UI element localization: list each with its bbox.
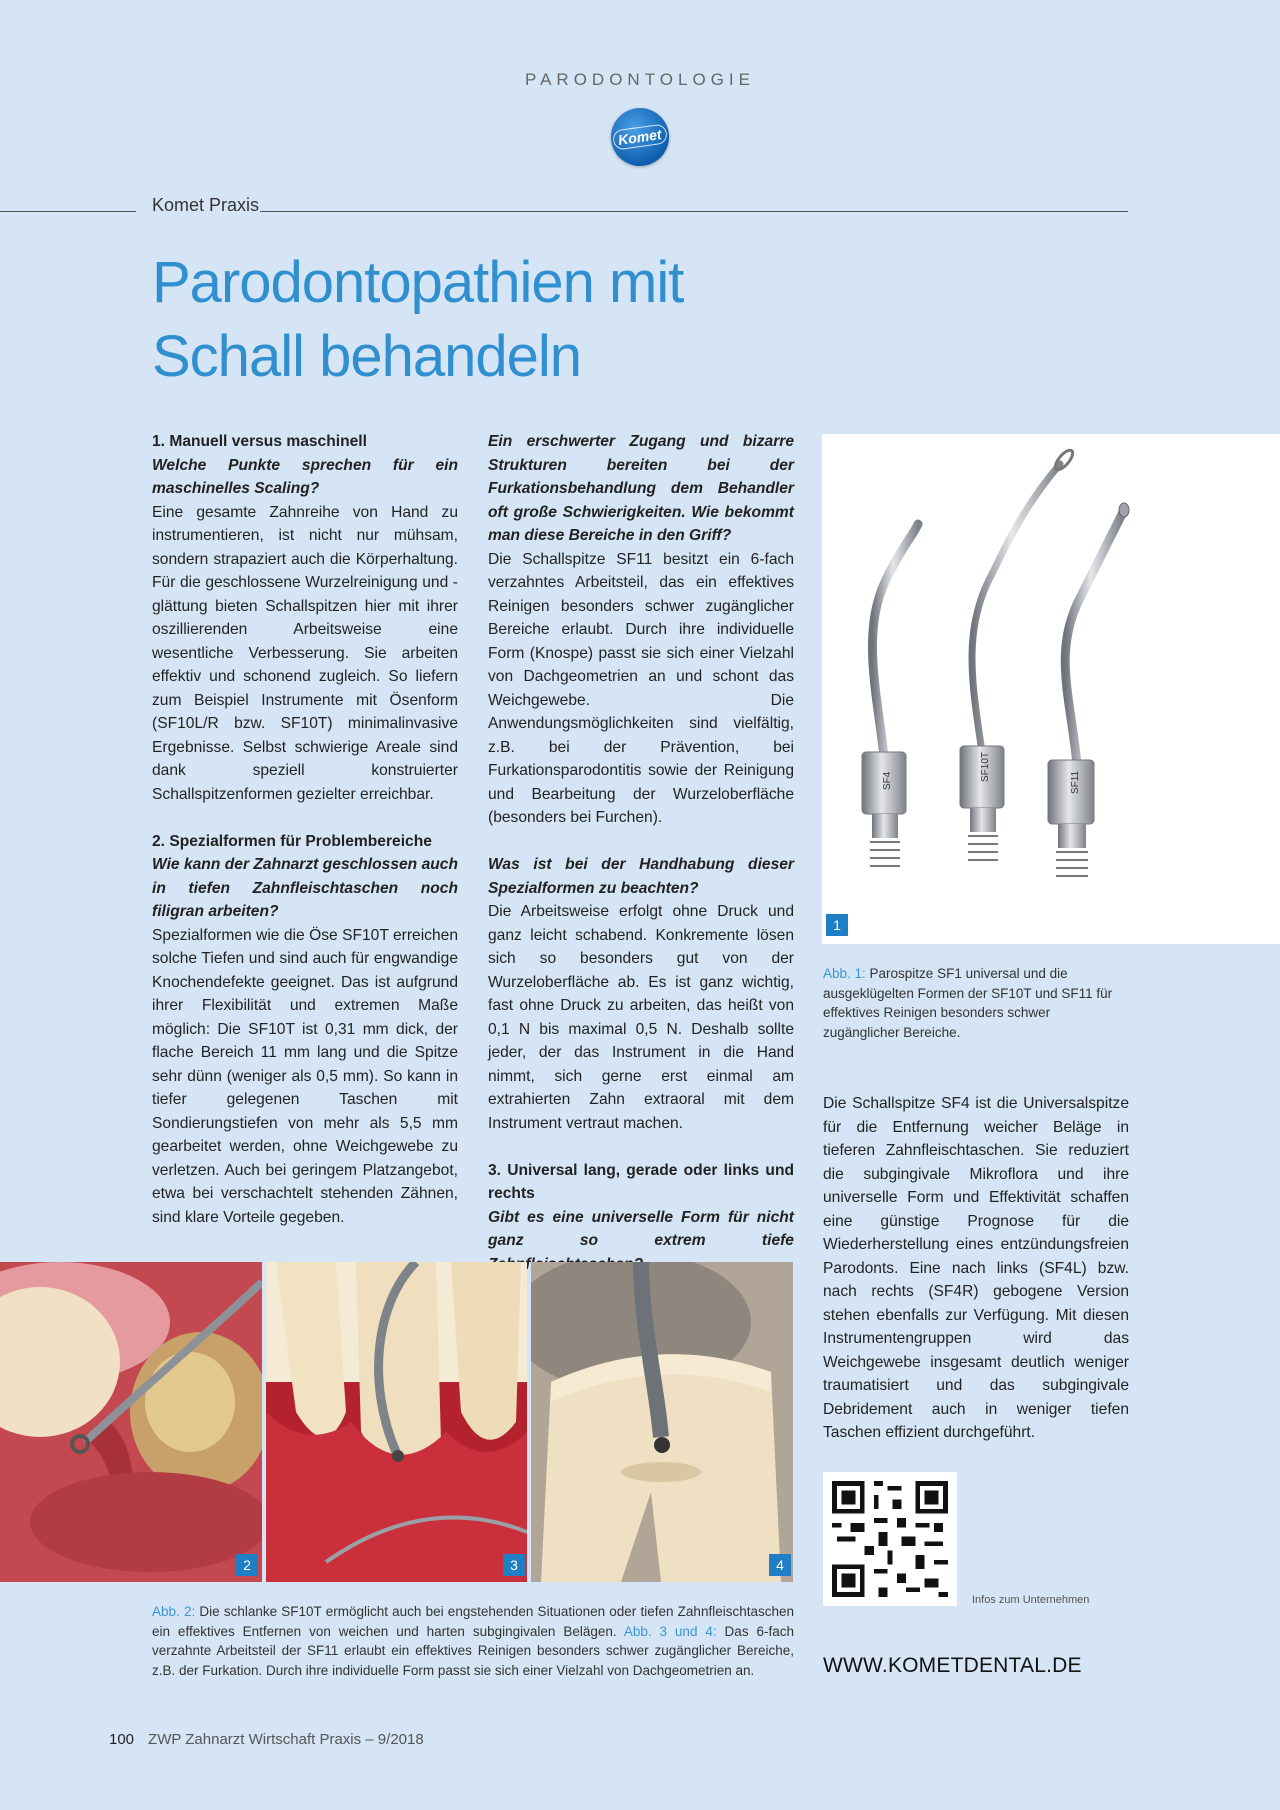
caption-label-3-4: Abb. 3 und 4: bbox=[623, 1623, 717, 1639]
answer-1: Eine gesamte Zahnreihe von Hand zu instrumentieren, ist nicht nur mühsam, sondern strapaziert auch die Körperhaltung. Für die geschlossene Wurzelreinigung und -glättung bieten Schallspitzen hier mit ihrer oszillierenden Arbeitsweise eine wesentliche Verbesserung. Sie arbeiten effektiv und schonend zugleich. So liefern zum Beispiel Instrumente mit Ösenform (SF10L/R bzw. SF10T) minimalinvasive Ergebnisse. Selbst schwierige Areale sind dank speziell konstruierter Schallspitzenformen gezielter erreichbar. bbox=[152, 503, 458, 803]
qr-code-icon bbox=[823, 1472, 957, 1606]
section-heading-1: 1. Manuell versus maschinell bbox=[152, 433, 367, 450]
answer-3: Die Schallspitze SF11 besitzt ein 6-fach verzahntes Arbeitsteil, das ein effektives Reinigen besonders schwer zugänglicher Bereiche erlaubt. Durch ihre individuelle Form (Knospe) passt sie sich einer Vielzahl von Dachgeometrien an und schont das Weichgewebe. Die Anwendungsmöglichkeiten sind vielfältig, z.B. bei der Prävention, bei Furkationsparodontitis sowie der Reinigung und Bearbeitung der Wurzeloberfläche (besonders bei Furchen). bbox=[488, 550, 794, 826]
figure-number-3: 3 bbox=[503, 1554, 525, 1576]
title-line-2: Schall behandeln bbox=[152, 324, 582, 389]
column-2 bbox=[488, 430, 794, 1276]
divider-left bbox=[0, 211, 136, 212]
question-5: Gibt es eine universelle Form für nicht ganz so extrem tiefe bbox=[488, 1208, 794, 1249]
komet-logo bbox=[611, 108, 669, 166]
photo-2-molar bbox=[0, 1262, 262, 1582]
title-line-1: Parodontopathien mit bbox=[152, 250, 684, 315]
figure-number-1: 1 bbox=[826, 914, 848, 936]
answer-5: Die Schallspitze SF4 ist die Universalspitze für die Entfernung weicher Beläge in tieferen Zahnfleischtaschen. Sie reduziert die subgingivale Mikroflora und ihre universelle Form und Effektivität schaffen eine günstige Prognose für die Wiederherstellung eines entzündungsfreien Parodonts. Eine nach links (SF4L) bzw. nach rechts (SF4R) gebogene Version stehen ebenfalls zur Verfügung. Mit diesen Instrumentengruppen wird das Weichgewebe insgesamt deutlich weniger traumatisiert und das subgingivale Debridement auch in weniger tiefen Taschen effizient durchgeführt. bbox=[823, 1095, 1129, 1441]
section-label: PARODONTOLOGIE bbox=[525, 70, 755, 89]
tip-label-sf4: SF4 bbox=[882, 771, 893, 790]
photo-3-incisors bbox=[266, 1262, 527, 1582]
photo-4-model bbox=[531, 1262, 793, 1582]
instrument-tips-illustration bbox=[822, 434, 1280, 944]
clinical-photo-4 bbox=[531, 1262, 793, 1582]
logo-text: Komet bbox=[612, 123, 668, 150]
column-3 bbox=[823, 1092, 1129, 1445]
caption-label-2: Abb. 2: bbox=[152, 1604, 196, 1619]
question-4: Was ist bei der Handhabung dieser Spezialformen zu beachten? bbox=[488, 856, 794, 897]
figure-1-instruments bbox=[822, 434, 1280, 944]
tip-label-sf10t: SF10T bbox=[980, 751, 991, 782]
figure-number-2: 2 bbox=[236, 1554, 258, 1576]
clinical-photo-2 bbox=[0, 1262, 262, 1582]
qr-caption: Infos zum Unternehmen bbox=[972, 1594, 1090, 1606]
tip-label-sf11: SF11 bbox=[1070, 770, 1081, 794]
question-2: Wie kann der Zahnarzt geschlossen auch in tiefen Zahnfleischtaschen noch filigran arbeiten? bbox=[152, 856, 458, 920]
company-url[interactable]: WWW.KOMETDENTAL.DE bbox=[823, 1654, 1082, 1677]
answer-4: Die Arbeitsweise erfolgt ohne Druck und ganz leicht schabend. Konkremente lösen sich so besonders gut von der Wurzeloberfläche ab. Es ist ganz wichtig, fast ohne Druck zu arbeiten, das heißt von 0,1 N bis maximal 0,5 N. Deshalb sollte jeder, der das Instrument in die Hand nimmt, sich gerne erst einmal am extrahierten Zahn extraoral mit dem Instrument vertraut machen. bbox=[488, 903, 794, 1132]
page-number: 100 bbox=[109, 1731, 135, 1748]
qr-code[interactable] bbox=[823, 1472, 957, 1606]
caption-figure-1 bbox=[823, 964, 1129, 1042]
caption-text-2: Die schlanke SF10T ermöglicht auch bei engstehenden Situationen oder tiefen Zahnfleischtaschen ein effektives Entfernen von weichen und harten subgingivalen Belägen. bbox=[152, 1604, 794, 1639]
kicker: Komet Praxis bbox=[152, 195, 260, 215]
divider-right bbox=[260, 211, 1128, 212]
caption-figures-2-4 bbox=[152, 1602, 794, 1680]
publication-name: ZWP Zahnarzt Wirtschaft Praxis – 9/2018 bbox=[148, 1731, 424, 1748]
page-footer bbox=[109, 1731, 424, 1748]
clinical-photo-3 bbox=[266, 1262, 527, 1582]
column-1 bbox=[152, 430, 458, 1229]
question-3: Ein erschwerter Zugang und bizarre Strukturen bereiten bei der Furkationsbehandlung dem Behandler oft große Schwierigkeiten. Wie bekommt man diese Bereiche in den Griff? bbox=[488, 433, 794, 544]
caption-text: Parospitze SF1 universal und die ausgeklügelten Formen der SF10T und SF11 für effektives Reinigen besonders schwer zugänglicher Bereiche. bbox=[823, 966, 1113, 1040]
answer-2: Spezialformen wie die Öse SF10T erreichen solche Tiefen und sind auch für engwandige Knochendefekte geeignet. Das ist aufgrund ihrer Flexibilität und extremen Maße möglich: Die SF10T ist 0,31 mm dick, der flache Bereich 11 mm lang und die Spitze sehr dünn (weniger als 0,5 mm). So kann in tiefer gelegenen Taschen mit Sondierungstiefen von mehr als 5,5 mm gearbeitet werden, ohne Weichgewebe zu verletzen. Auch bei geringem Platzangebot, etwa bei verschachtelt stehenden Zähnen, sind klare Vorteile gegeben. bbox=[152, 926, 458, 1226]
section-heading-2: 2. Spezialformen für Problembereiche bbox=[152, 832, 432, 850]
caption-label: Abb. 1: bbox=[823, 966, 866, 981]
question-1: Welche Punkte sprechen für ein maschinelles Scaling? bbox=[152, 456, 458, 497]
page-title bbox=[152, 246, 683, 394]
section-heading-3: 3. Universal lang, gerade oder links und rechts bbox=[488, 1161, 794, 1202]
figure-number-4: 4 bbox=[769, 1554, 791, 1576]
caption-text-3-4: Das 6-fach verzahnte Arbeitsteil der SF11 erlaubt ein effektives Reinigen besonders schwer zugänglicher Bereiche, z.B. der Furkation. Durch ihre individuelle Form passt sie sich einer Vielzahl von Dachgeometrien an. bbox=[152, 1623, 795, 1678]
